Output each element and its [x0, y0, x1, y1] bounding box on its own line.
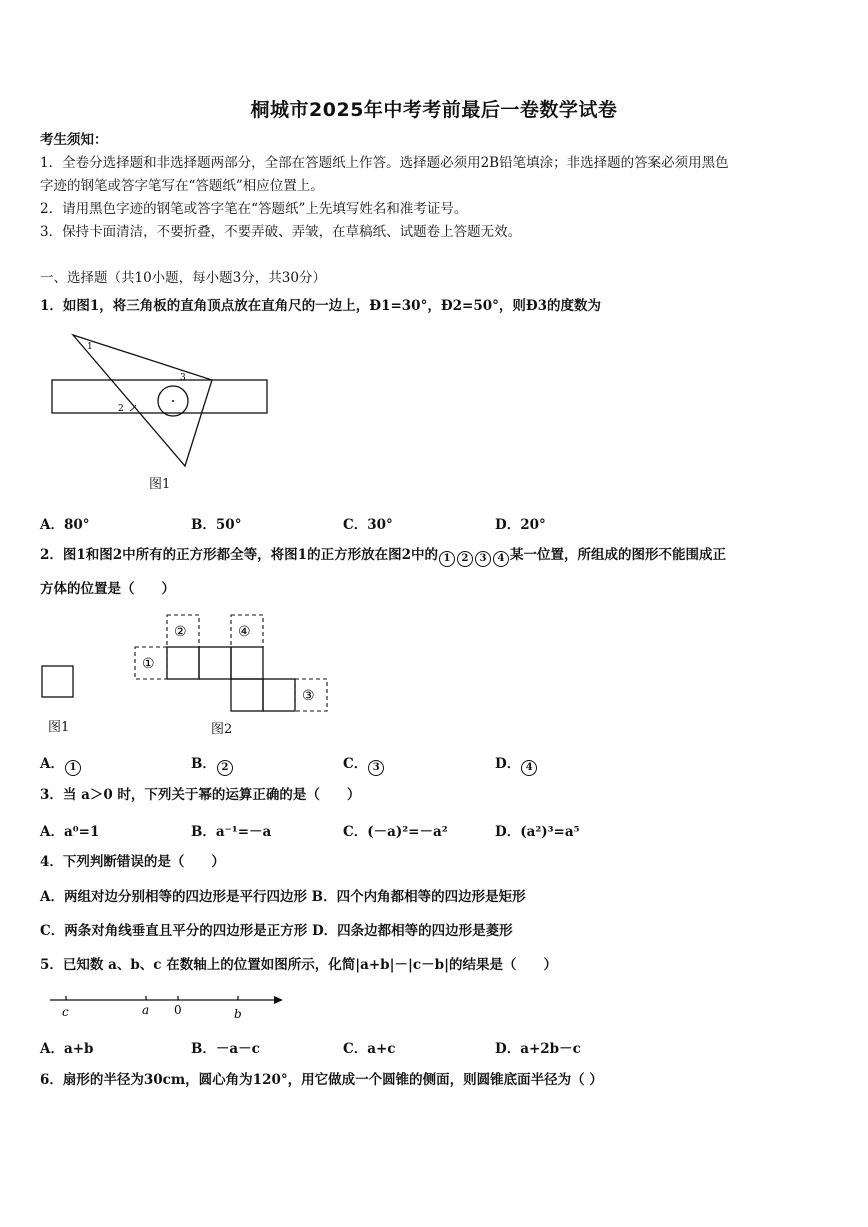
notice-heading: 考生须知：: [40, 132, 108, 148]
q5-option-d: D．a+2b－c: [495, 1041, 581, 1057]
q5-option-b: B．－a－c: [191, 1041, 260, 1057]
q2-fig2-caption: 图2: [211, 722, 233, 737]
q2-text-line1: [40, 546, 726, 567]
q4-text: 4．下列判断错误的是（ ）: [40, 854, 225, 870]
q2-text-part-a: 2．图1和图2中所有的正方形都全等，将图1的正方形放在图2中的: [40, 547, 438, 563]
circled-4: 4: [493, 551, 509, 567]
q5-number-line: [45, 988, 290, 1024]
q3-option-d: D．(a²)³=a⁵: [495, 824, 580, 840]
notice-item-1-cont: 字迹的钢笔或答字笔写在“答题纸”相应位置上。: [40, 178, 324, 194]
position-2: ②: [174, 624, 187, 640]
q5-option-c: C．a+c: [343, 1041, 396, 1057]
q2-fig1-caption: 图1: [48, 720, 70, 735]
q1-option-c: C．30°: [343, 517, 393, 533]
position-1: ①: [142, 656, 155, 672]
circled-3: 3: [475, 551, 491, 567]
q2-option-a: A． 1: [40, 752, 82, 776]
axis-label-0: 0: [174, 1003, 182, 1017]
q1-option-b: B．50°: [191, 517, 242, 533]
position-3: ③: [302, 688, 315, 704]
q1-option-a: A．80°: [40, 517, 90, 533]
circled-1: 1: [439, 551, 455, 567]
angle-label-3: 3: [180, 373, 186, 383]
q1-figure: [40, 325, 280, 495]
fig1-square: [42, 666, 73, 697]
q2-text-line2: 方体的位置是（ ）: [40, 581, 175, 597]
q3-option-a: A．a⁰=1: [40, 824, 100, 840]
q6-text: 6．扇形的半径为30cm，圆心角为120°，用它做成一个圆锥的侧面，则圆锥底面半径为（ ）: [40, 1072, 603, 1088]
axis-label-a: a: [142, 1003, 150, 1017]
q3-option-b: B．a⁻¹=－a: [191, 824, 272, 840]
q4-options-line1: A．两组对边分别相等的四边形是平行四边形 B．四个内角都相等的四边形是矩形: [40, 889, 526, 905]
notice-item-3: 3．保持卡面清洁，不要折叠，不要弄破、弄皱，在草稿纸、试题卷上答题无效。: [40, 224, 522, 240]
q1-text: 1．如图1，将三角板的直角顶点放在直角尺的一边上，Ð1=30°，Ð2=50°，则Ð3的度数为: [40, 298, 602, 314]
q1-figure-caption: 图1: [149, 477, 171, 492]
q2-option-c: C． 3: [343, 752, 385, 776]
q5-option-a: A．a+b: [40, 1041, 94, 1057]
circled-2: 2: [457, 551, 473, 567]
axis-label-c: c: [62, 1005, 69, 1019]
q5-text: 5．已知数 a、b、c 在数轴上的位置如图所示，化简|a+b|－|c－b|的结果是（ ）: [40, 957, 558, 973]
set-square-triangle: [73, 335, 212, 466]
angle-label-1: 1: [87, 342, 93, 352]
q2-figure: [38, 612, 338, 737]
q2-text-part-b: 某一位置，所组成的图形不能围成正: [509, 547, 726, 563]
notice-item-2: 2．请用黑色字迹的钢笔或答字笔在“答题纸”上先填写姓名和准考证号。: [40, 201, 468, 217]
q4-options-line2: C．两条对角线垂直且平分的四边形是正方形 D．四条边都相等的四边形是菱形: [40, 923, 513, 939]
axis-label-b: b: [234, 1007, 242, 1021]
q2-option-b: B． 2: [191, 752, 234, 776]
exam-title: 桐城市2025年中考考前最后一卷数学试卷: [250, 99, 618, 121]
notice-item-1: 1．全卷分选择题和非选择题两部分，全部在答题纸上作答。选择题必须用2B铅笔填涂；非选择题的答案必须用黑色: [40, 155, 729, 171]
section-heading: 一、选择题（共10小题，每小题3分，共30分）: [40, 270, 326, 286]
angle-label-2: 2: [118, 404, 124, 414]
q2-option-d: D． 4: [495, 752, 538, 776]
position-4: ④: [238, 624, 251, 640]
fig2-net: [167, 647, 295, 711]
q3-option-c: C．(－a)²=－a²: [343, 824, 448, 840]
q1-option-d: D．20°: [495, 517, 546, 533]
q3-text: 3．当 a＞0 时，下列关于幂的运算正确的是（ ）: [40, 787, 361, 803]
